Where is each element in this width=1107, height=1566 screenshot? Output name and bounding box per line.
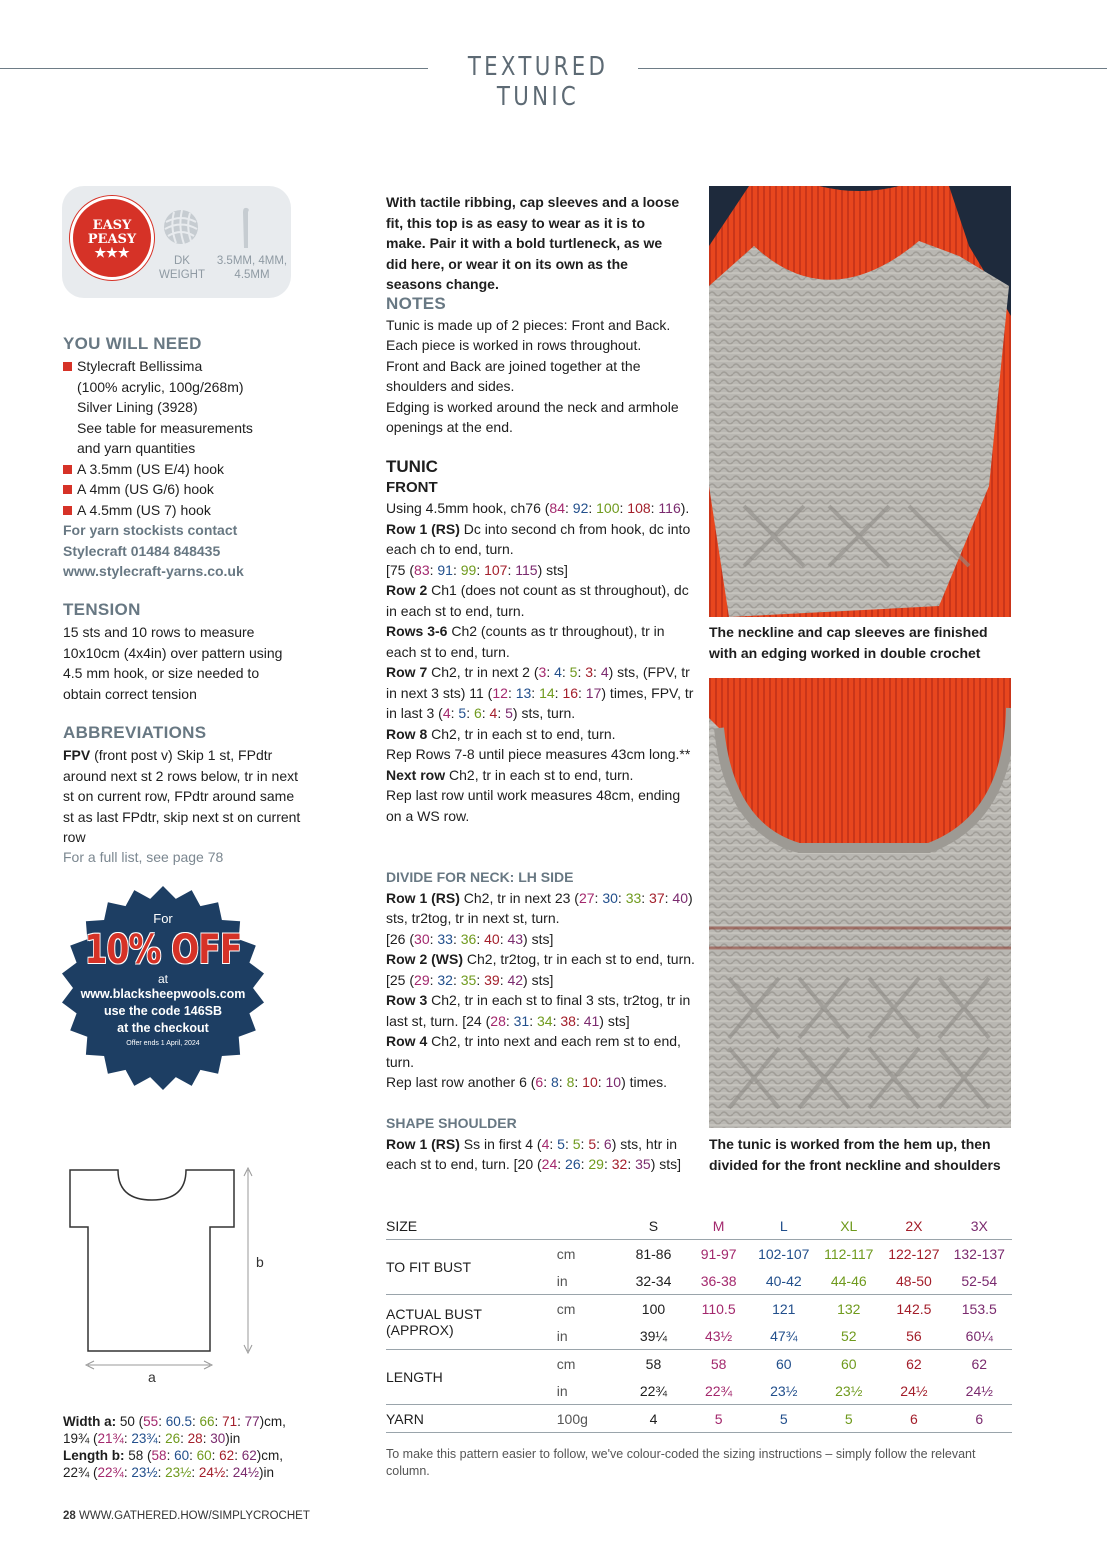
size-l: 23½ [131,1465,158,1480]
cell: 81-86 [621,1240,686,1268]
size-2x: 62 [219,1448,235,1463]
size-s: 19¾ [63,1431,90,1446]
cell: 6 [881,1405,946,1433]
row-label [386,1240,551,1295]
size-xl: 23½ [165,1465,192,1480]
cell: 52-54 [961,1272,998,1289]
photo-caption-bottom: The tunic is worked from the hem up, then divided for the front neckline and shoulders [709,1136,1001,1173]
size-l: 60.5 [165,1414,192,1429]
row-label: Row 7 [386,664,428,680]
table-row [386,1295,1012,1323]
cell: 24½ [900,1382,928,1399]
notes-heading: NOTES [386,294,447,313]
size-xl: 26 [165,1431,181,1446]
unit-100g: 100g [551,1405,621,1433]
col-xl: XL [840,1217,858,1234]
row-text: Ch2, tr2tog, tr in each st to end, turn. [463,951,695,967]
weight-line2: WEIGHT [159,269,205,281]
row-3: Row 3 Ch2, tr in each st to final 3 sts, tr2tog, tr in last st, turn. [24 (28: 31: 34: 38: 41) sts] [386,992,691,1029]
row-text: Ch2, tr in next 23 [459,889,571,906]
bullet-icon [63,506,72,515]
size-2x: 24½ [198,1465,226,1480]
cell: 62 [881,1350,946,1378]
size-xl: 60 [196,1448,212,1463]
promo-text [65,910,261,1051]
row-label: Row 3 [386,992,428,1008]
item1-line: Silver Lining (3928) [77,399,198,415]
row-label [386,1350,551,1405]
unit: in [229,1431,241,1446]
col-2x: 2X [905,1217,923,1234]
item-text: A 3.5mm (US E/4) hook [77,460,225,477]
size-m: 28 [490,1012,506,1029]
full-list-link[interactable]: For a full list, see page 78 [63,849,224,865]
size-l: 92 [572,500,589,516]
photo-caption-top: The neckline and cap sleeves are finished with an edging worked in double crochet [709,624,988,661]
row-2 [386,580,696,621]
promo-checkout: at the checkout [117,1021,209,1035]
size-l: 31 [513,1012,530,1029]
foundation-chain: Using 4.5mm hook, ch76 (84: 92: 100: 108: 116). [386,500,690,516]
page-title: TEXTURED TUNIC [467,52,609,112]
row-label-text: (APPROX) [386,1322,454,1338]
size-2x: 40 [484,930,500,947]
size-3x: 116 [658,500,681,516]
size-l: 5 [557,1135,565,1152]
size-2x: 10 [582,1074,598,1090]
you-will-need-heading: YOU WILL NEED [63,334,202,353]
abbreviation-fpv [63,745,301,848]
size-xl: 5 [572,1135,581,1152]
size-3x: 35 [635,1156,651,1172]
row-label: Row 4 [386,1033,428,1049]
size-2x: 4 [489,705,498,721]
size-3x: 77 [244,1414,260,1429]
size-2x: 108 [627,500,651,516]
size-3x: 62 [241,1448,257,1463]
row-text: Ch2, tr in each st to end, turn. [445,766,634,783]
size-header: SIZE [386,1217,418,1234]
cell: 24½ [965,1382,993,1399]
size-m: 4 [541,1135,550,1152]
table-row [386,1405,1012,1433]
row-text: sts, (FPV, tr in next 3 sts) 11 [386,664,690,701]
col-m: M [712,1217,725,1234]
length-measurement: Length b: 58 (58: 60: 60: 62: 62)cm, 22¾ (22¾: 23½: 23½: 24½: 24½)in [63,1448,283,1480]
row-label [386,1295,551,1350]
page-footer [63,1510,310,1522]
size-m: 6 [535,1074,544,1090]
cell: 56 [906,1327,922,1344]
cell: 5 [751,1405,816,1433]
size-xl: 5 [569,664,578,680]
size-3x: 24½ [232,1465,259,1480]
footer-url[interactable]: WWW.GATHERED.HOW/SIMPLYCROCHET [79,1510,310,1522]
size-3x: 10 [605,1074,622,1090]
level-stars: ★★★ [94,246,130,261]
cell: 23½ [770,1382,798,1399]
size-l: 91 [437,561,453,578]
row-4 [386,1031,696,1072]
size-table [386,1212,1012,1434]
size-2x: 3 [585,664,594,680]
divide-section [386,867,696,1093]
cell: 22¾ [704,1382,733,1399]
using-text: Using 4.5mm hook, ch76 [386,500,541,516]
row-1: Row 1 (RS) Ss in first 4 (4: 5: 5: 5: 6) sts, htr in each st to end, turn. [20 (24: 26: 29: 32: 35) sts] [386,1135,682,1172]
row-label: Row 2 [386,582,428,598]
size-s: 24 [466,1012,482,1029]
cell: 58 [686,1350,751,1378]
promo-at: at [157,972,168,986]
size-m: 83 [414,561,430,578]
rows-3-6 [386,621,696,662]
cell: 40-42 [765,1272,802,1289]
unit: cm, [264,1414,286,1429]
bullet-icon [63,362,72,371]
item-text: A 4mm (US G/6) hook [77,481,214,497]
size-2x: 32 [611,1156,628,1172]
abbr-term: FPV [63,747,91,763]
size-l: 26 [565,1156,581,1172]
row-text: Ch2, tr into next and each rem st to end, turn. [386,1033,681,1070]
bullet-icon [63,485,72,494]
row-1: Row 1 (RS) Ch2, tr in next 23 (27: 30: 33: 37: 40) sts, tr2tog, tr in next st, turn. [26 (30: 33: 36: 40: 43) sts] [386,889,693,947]
tension-heading: TENSION [63,600,141,619]
size-3x: 42 [507,971,524,988]
size-xl: 100 [596,500,620,516]
row-label: Rows 3-6 [386,623,448,639]
list-item [63,479,323,500]
size-s: 75 [389,561,406,578]
abbreviations-heading: ABBREVIATIONS [63,723,207,742]
hooks-line1: 3.5MM, 4MM, [216,255,288,267]
cell: 100 [621,1295,686,1323]
item1-line: See table for measurements [77,419,253,436]
contact-phone: Stylecraft 01484 848435 [63,542,221,559]
repeat-instruction: Rep last row another 6 (6: 8: 8: 10: 10) times. [386,1074,667,1090]
size-m: 55 [143,1414,159,1429]
row-text: Ss in first 4 [459,1135,534,1152]
unit-cm: cm [551,1350,621,1378]
divide-heading: DIVIDE FOR NECK: LH SIDE [386,869,574,885]
cell: 112-117 [816,1240,881,1268]
cell: 142.5 [881,1295,946,1323]
unit: in [263,1465,275,1480]
row-text: Ch2, tr in each st to final 3 sts, tr2tog, tr in last st, turn. [386,992,691,1029]
size-s: 50 [119,1414,135,1429]
tunic-heading: TUNIC [386,457,438,476]
repeat-instruction: Rep Rows 7-8 until piece measures 43cm long.** [386,746,691,762]
abbr-definition: (front post v) Skip 1 st, FPdtr around next st 2 rows below, tr in next st on current row, FPdtr around same st as last FPdtr, skip next st on current row [63,747,301,845]
hooks-line2: 4.5MM [234,269,270,281]
table-row [386,1350,1012,1378]
size-m: 84 [549,500,565,516]
size-xl: 14 [539,684,555,701]
diagram-label-b: b [256,1254,264,1270]
promo-code: use the code 146SB [103,1004,223,1018]
row-label: Next row [386,766,446,783]
size-xl: 6 [473,705,482,721]
size-2x: 71 [222,1414,238,1429]
row-text: sts, tr2tog, tr in next st, turn. [386,910,560,926]
size-3x: 4 [600,664,609,680]
col-s: S [648,1217,659,1234]
cell: 52 [840,1327,857,1344]
size-l: 5 [458,705,467,721]
table-row [386,1240,1012,1268]
size-s: 58 [128,1448,144,1463]
size-l: 33 [437,930,453,947]
row-text: Dc into second ch from hook, dc into each ch to end, turn. [386,520,691,557]
size-xl: 33 [625,889,642,906]
cell: 91-97 [686,1240,751,1268]
size-3x: 115 [515,561,538,578]
width-label: Width a: [63,1414,117,1429]
repeat-instruction: Rep last row until work measures 48cm, ending on a WS row. [386,787,681,824]
bullet-icon [63,465,72,474]
size-l: 32 [437,971,453,988]
cell: 60 [816,1350,881,1378]
diagram-label-a: a [148,1369,156,1385]
size-m: 58 [151,1448,167,1463]
header-rule-right [638,68,1107,69]
size-l: 23¾ [131,1431,158,1446]
tension-text: 15 sts and 10 rows to measure 10x10cm (4x4in) over pattern using 4.5 mm hook, or size needed to obtain correct tension [63,624,283,702]
tunic-photo-bottom [709,678,1011,1128]
shoulder-heading: SHAPE SHOULDER [386,1115,517,1131]
size-3x: 17 [585,684,602,701]
size-m: 4 [442,705,451,721]
size-xl: 8 [566,1074,575,1090]
row-label: Row 1 (RS) [386,1135,460,1152]
size-l: 8 [551,1074,559,1090]
row-label-text: ACTUAL BUST [386,1306,482,1322]
item1-line: and yarn quantities [77,440,196,456]
weight-line1: DK [174,255,190,267]
list-item [63,356,323,459]
cell: 6 [947,1405,1012,1433]
cell: 132-137 [947,1240,1012,1268]
row-text: Ch1 (does not count as st throughout), dc in each st to end, turn. [386,582,689,619]
cell: 153.5 [947,1295,1012,1323]
cell: 5 [686,1405,751,1433]
size-s: 26 [389,930,406,947]
size-m: 30 [414,930,430,947]
row-label: Row 1 (RS) [386,889,460,906]
size-m: 24 [541,1156,558,1172]
size-2x: 107 [484,561,508,578]
row-text: Rep last row another 6 [386,1074,527,1090]
cell: 4 [621,1405,686,1433]
size-3x: 40 [672,889,688,906]
row-2: Row 2 (WS) Ch2, tr2tog, tr in each st to end, turn. [25 (29: 32: 35: 39: 42) sts] [386,951,695,988]
cell: 132 [816,1295,881,1323]
row-text: Ch2, tr in each st to end, turn. [427,725,616,742]
cell: 122-127 [881,1240,946,1268]
size-3x: 5 [505,705,513,721]
unit-cm: cm [551,1240,621,1268]
cell: 36-38 [700,1272,737,1289]
row-text: times, FPV, tr in last 3 [386,684,694,721]
notes-line: Each piece is worked in rows throughout. [386,337,642,353]
size-3x: 30 [210,1431,226,1446]
size-m: 3 [538,664,547,680]
promo-discount: 10% OFF [84,927,242,973]
yarn-ball-icon [162,208,200,246]
cell: 121 [751,1295,816,1323]
size-2x: 39 [484,971,500,988]
level-line2: PEASY [87,232,137,247]
notes-line: Tunic is made up of 2 pieces: Front and Back. [386,316,671,333]
cell: 32-34 [635,1272,672,1289]
size-2x: 38 [560,1012,576,1029]
notes-line: Front and Back are joined together at the shoulders and sides. [386,357,641,394]
size-2x: 37 [649,889,665,906]
easy-peasy-badge [70,196,154,280]
notes-section [386,294,696,438]
cell: 5 [816,1405,881,1433]
row-label-text: TO FIT BUST [386,1259,472,1275]
cell: 43½ [704,1327,733,1344]
col-l: L [779,1217,788,1234]
promo-url[interactable]: www.blacksheepwools.com [80,987,246,1001]
cell: 44-46 [830,1272,867,1289]
size-m: 12 [492,684,508,701]
next-row [386,765,696,786]
cell: 110.5 [686,1295,751,1323]
size-2x: 5 [588,1135,597,1152]
tunic-photo-top [709,186,1011,617]
shoulder-section [386,1113,696,1175]
header-rule-left [0,68,428,69]
row-8 [386,724,696,745]
cell: 60¼ [965,1327,993,1344]
size-m: 29 [414,971,430,988]
table-bottom-rule [386,1433,1012,1435]
list-item [63,500,323,521]
size-xl: 36 [460,930,477,947]
size-s: 25 [389,971,406,988]
tunic-section [386,457,696,826]
unit-in: in [556,1272,568,1289]
yarn-weight-label [150,254,214,282]
row-text: Ch2 (counts as tr throughout), tr in each st to end, turn. [386,623,665,660]
contact-url[interactable]: www.stylecraft-yarns.co.uk [63,563,244,579]
item1-line: Stylecraft Bellissima [77,358,203,374]
size-l: 4 [554,664,562,680]
garment-diagram [60,1165,280,1375]
size-xl: 35 [460,971,477,988]
promo-for: For [153,911,173,926]
row-label: Row 1 (RS) [386,520,460,537]
row-label: YARN [386,1405,551,1433]
intro-text: With tactile ribbing, cap sleeves and a loose fit, this top is as easy to wear as it is to make. Pair it with a bold turtleneck, as we did here, or wear it on its own as the seasons change. [386,194,680,292]
promo-expiry: Offer ends 1 April, 2024 [126,1040,200,1047]
cell: 62 [947,1350,1012,1378]
unit: cm, [261,1448,283,1463]
unit-in: in [556,1382,568,1399]
size-s: 20 [517,1156,534,1172]
size-l: 60 [174,1448,190,1463]
unit-cm: cm [551,1295,621,1323]
size-l: 13 [515,684,532,701]
row-1: Row 1 (RS) Dc into second ch from hook, dc into each ch to end, turn. [75 (83: 91: 99: 107: 115) sts] [386,520,691,578]
size-xl: 99 [460,561,477,578]
cell: 23½ [835,1382,863,1399]
level-line1: EASY [92,218,132,233]
row-text: sts, htr in each st to end, turn. [386,1135,678,1172]
cell: 22¾ [639,1382,668,1399]
length-label: Length b: [63,1448,125,1463]
cell: 48-50 [896,1272,932,1289]
size-xl: 66 [199,1414,215,1429]
page-number: 28 [63,1510,76,1522]
row-label-text: LENGTH [386,1369,443,1385]
cell: 39¼ [639,1327,668,1344]
item1-line: (100% acrylic, 100g/268m) [77,378,244,395]
hook-sizes-label [210,254,294,282]
cell: 102-107 [751,1240,816,1268]
size-s: 22¾ [63,1465,90,1480]
size-m: 21¾ [97,1431,124,1446]
size-3x: 41 [583,1012,600,1029]
table-header-row [386,1212,1012,1240]
size-xl: 34 [537,1012,553,1029]
notes-line: Edging is worked around the neck and armhole openings at the end. [386,398,679,435]
contact-line: For yarn stockists contact [63,522,238,538]
row-label: Row 8 [386,725,428,742]
row-7: Row 7 Ch2, tr in next 2 (3: 4: 5: 3: 4) sts, (FPV, tr in next 3 sts) 11 (12: 13: 14: 16: 17) times, FPV, tr in last 3 (4: 5: 6: 4: 5) sts, turn. [386,664,694,721]
row-label: Row 2 (WS) [386,951,463,967]
materials-list [63,356,323,520]
row-text: sts, turn. [517,705,576,721]
unit-in: in [556,1327,568,1344]
size-m: 27 [578,889,595,906]
size-m: 22¾ [97,1465,124,1480]
stockist-contact [63,520,323,582]
colour-coding-note: To make this pattern easier to follow, we've colour-coded the sizing instructions – simply follow the relevant column. [386,1447,976,1478]
col-3x: 3X [970,1217,988,1234]
item-text: A 4.5mm (US 7) hook [77,501,211,518]
size-3x: 43 [507,930,524,947]
row-text: Ch2, tr in next 2 [427,664,530,680]
size-2x: 28 [187,1431,203,1446]
size-2x: 16 [562,684,579,701]
front-heading: FRONT [386,478,438,496]
cell: 58 [621,1350,686,1378]
size-l: 30 [602,889,618,906]
size-xl: 29 [588,1156,604,1172]
width-measurement: Width a: 50 (55: 60.5: 66: 71: 77)cm, 19¾ (21¾: 23¾: 26: 28: 30)in [63,1414,286,1446]
list-item [63,459,323,480]
row-text: times. [625,1074,667,1090]
crochet-hook-icon [236,206,256,250]
size-3x: 6 [603,1135,612,1152]
cell: 60 [751,1350,816,1378]
cell: 47¾ [770,1327,798,1344]
